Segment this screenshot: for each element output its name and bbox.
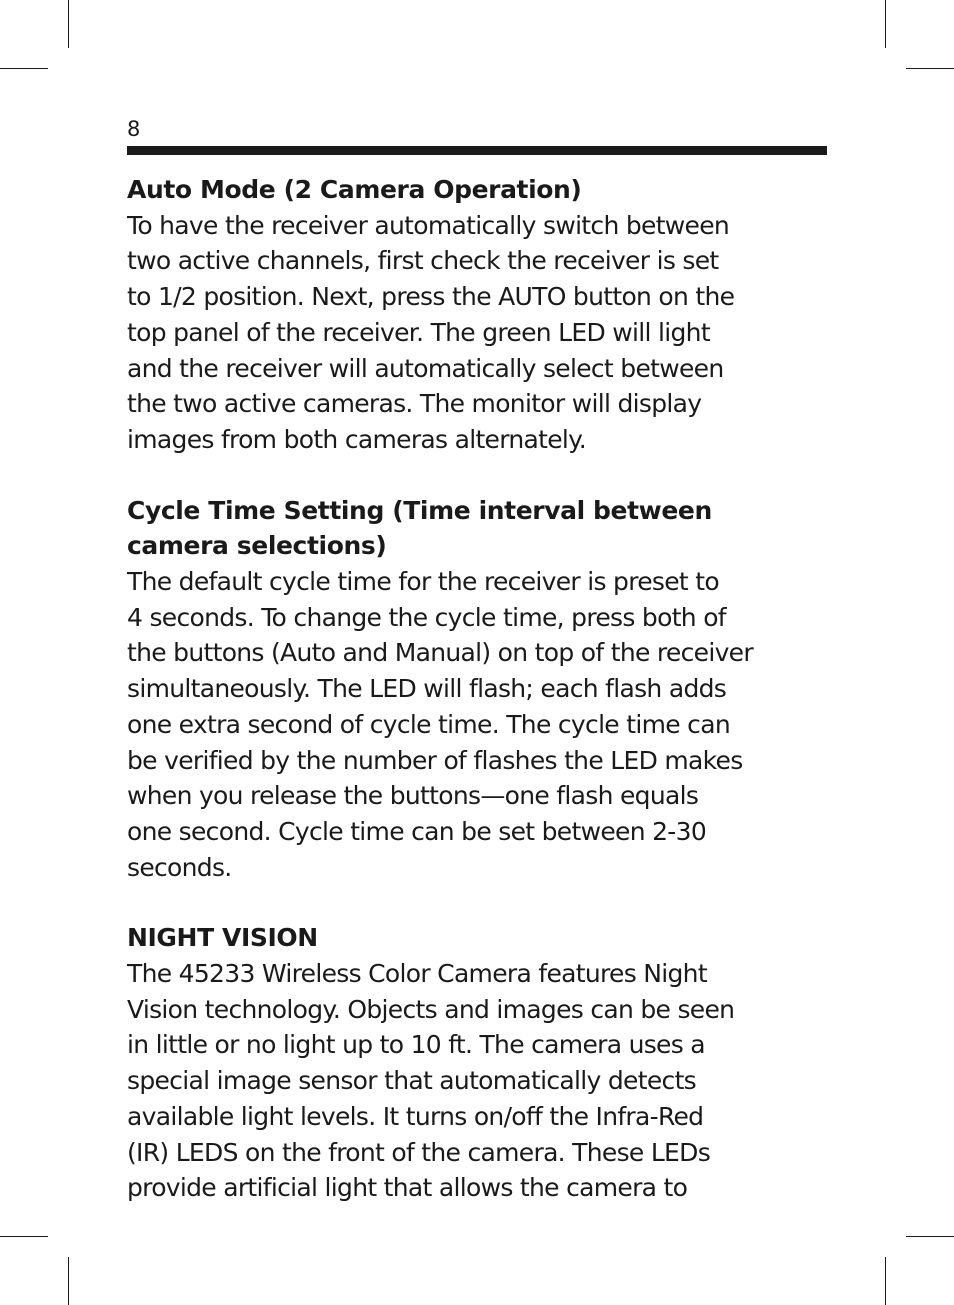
page-content (127, 172, 837, 1206)
crop-mark-bottom-right-horizontal (906, 1236, 954, 1237)
section-body: The 45233 Wireless Color Camera features Night Vision technology. Objects and images can be seen in little or no light up to 10 ft. The camera uses a special image sensor that automatically detects available light levels. It turns on/off the Infra-Red (IR) LEDS on the front of the camera. These LEDs provide artificial light that allows the camera to (127, 959, 735, 1203)
section-body: The default cycle time for the receiver is preset to 4 seconds. To change the cycle time, press both of the buttons (Auto and Manual) on top of the receiver simultaneously. The LED will flash; each flash adds one extra second of cycle time. The cycle time can be verified by the number of flashes the LED makes when you release the buttons—one flash equals one second. Cycle time can be set between 2-30 seconds. (127, 567, 753, 882)
section-heading: Cycle Time Setting (Time interval between camera selections) (127, 495, 712, 561)
section-auto-mode (127, 172, 837, 458)
crop-mark-bottom-left-vertical (68, 1257, 69, 1305)
section-body: To have the receiver automatically switch between two active channels, first check the receiver is set to 1/2 position. Next, press the AUTO button on the top panel of the receiver. The green LED will light and the receiver will automatically select between the two active cameras. The monitor will display images from both cameras alternately. (127, 210, 735, 454)
section-heading: Auto Mode (2 Camera Operation) (127, 175, 582, 204)
section-heading: NIGHT VISION (127, 923, 318, 953)
crop-mark-top-right-vertical (885, 0, 886, 48)
crop-mark-bottom-right-vertical (885, 1257, 886, 1305)
crop-mark-top-right-horizontal (906, 68, 954, 69)
header-rule (127, 146, 827, 155)
page-number: 8 (127, 117, 141, 141)
crop-mark-top-left-horizontal (0, 68, 48, 69)
crop-mark-bottom-left-horizontal (0, 1236, 48, 1237)
section-night-vision (127, 920, 837, 1206)
crop-mark-top-left-vertical (68, 0, 69, 48)
section-cycle-time-setting (127, 493, 837, 886)
